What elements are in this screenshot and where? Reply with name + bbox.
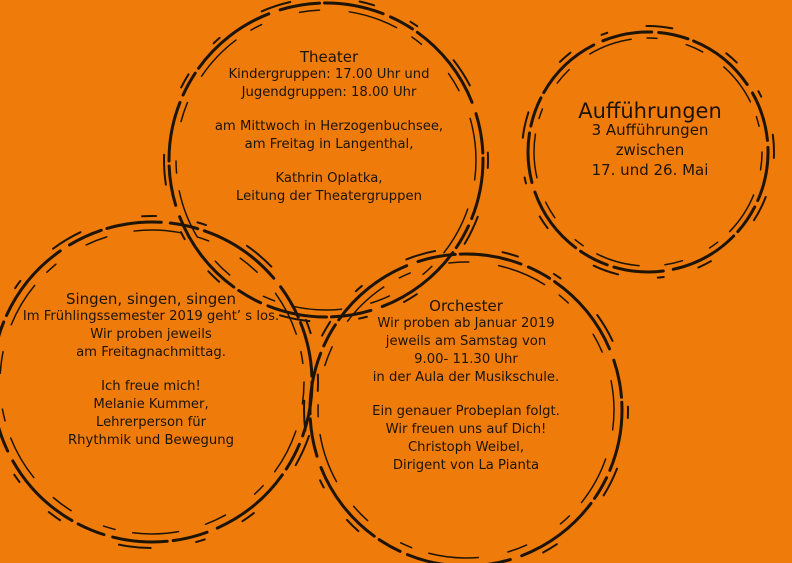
orchester-line: Christoph Weibel, bbox=[407, 440, 525, 455]
singen-title: Singen, singen, singen bbox=[65, 290, 237, 308]
theater-line: Leitung der Theatergruppen bbox=[236, 189, 422, 204]
spacer bbox=[196, 102, 462, 118]
singen-line: Melanie Kummer, bbox=[93, 397, 209, 412]
orchester-title: Orchester bbox=[429, 297, 503, 315]
orchester-line: jeweils am Samstag von bbox=[385, 334, 547, 349]
orchester-line: Ein genauer Probeplan folgt. bbox=[372, 404, 560, 419]
theater-line: Kindergruppen: 17.00 Uhr und bbox=[228, 67, 430, 82]
singen-line: Lehrerperson für bbox=[95, 415, 207, 430]
auffuehrungen-panel bbox=[560, 99, 740, 180]
spacer bbox=[196, 154, 462, 170]
auffuehrungen-title: Aufführungen bbox=[578, 99, 722, 123]
orchester-line: Wir proben ab Januar 2019 bbox=[377, 316, 555, 331]
theater-line: am Mittwoch in Herzogenbuchsee, bbox=[214, 119, 444, 134]
spacer bbox=[6, 362, 296, 378]
orchester-line: 9.00- 11.30 Uhr bbox=[414, 352, 518, 367]
theater-line: am Freitag in Langenthal, bbox=[244, 137, 414, 152]
singen-line: Wir proben jeweils bbox=[90, 327, 212, 342]
orchester-panel bbox=[344, 297, 588, 475]
singen-line: am Freitagnachmittag. bbox=[76, 345, 226, 360]
orchester-line: Dirigent von La Pianta bbox=[392, 458, 540, 473]
orchester-line: Wir freuen uns auf Dich! bbox=[385, 422, 547, 437]
theater-line: Jugendgruppen: 18.00 Uhr bbox=[241, 85, 417, 100]
orchester-line: in der Aula der Musikschule. bbox=[372, 370, 560, 385]
auffuehrungen-line: zwischen bbox=[615, 141, 685, 159]
theater-panel bbox=[196, 48, 462, 206]
singen-line: Rhythmik und Bewegung bbox=[68, 433, 234, 448]
theater-title: Theater bbox=[299, 48, 359, 66]
singen-line: Ich freue mich! bbox=[101, 379, 201, 394]
singen-panel bbox=[6, 290, 296, 450]
singen-line: Im Frühlingssemester 2019 geht’ s los. bbox=[22, 309, 280, 324]
auffuehrungen-line: 17. und 26. Mai bbox=[591, 161, 709, 179]
theater-line: Kathrin Oplatka, bbox=[275, 171, 383, 186]
auffuehrungen-line: 3 Aufführungen bbox=[591, 121, 709, 139]
spacer bbox=[344, 387, 588, 403]
